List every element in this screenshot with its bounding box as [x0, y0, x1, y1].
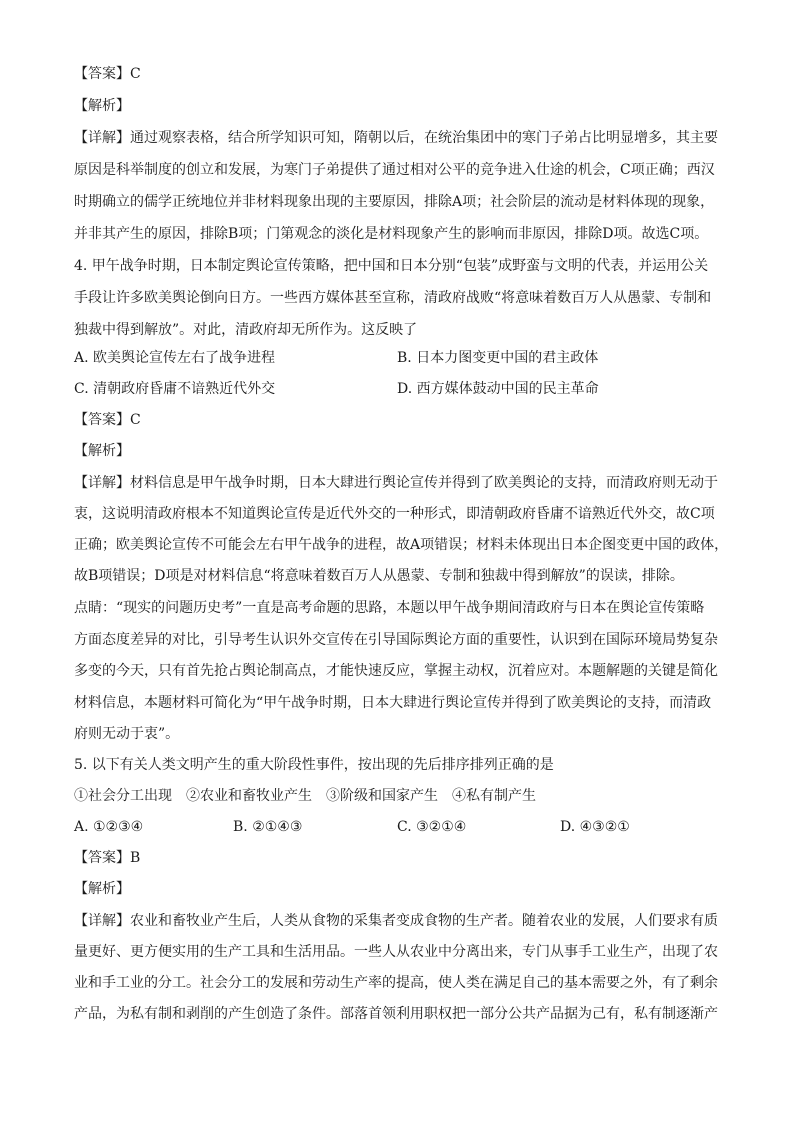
q5-option-a: A. ①②③④ [74, 819, 144, 835]
q5-detail-line: 产品，为私有制和剥削的产生创造了条件。部落首领利用职权把一部分公共产品据为己有，私有制逐渐产 [74, 1006, 718, 1022]
q4-detail-line: 【详解】材料信息是甲午战争时期，日本大肆进行舆论宣传并得到了欧美舆论的支持，而清政府则无动于 [74, 475, 718, 491]
q5-option-b: B. ②①④③ [233, 819, 303, 835]
q4-comment-line: 材料信息，本题材料可简化为“甲午战争时期，日本大肆进行舆论宣传并得到了欧美舆论的支持，而清政 [74, 695, 712, 711]
q4-option-d: D. 西方媒体鼓动中国的民主革命 [397, 381, 599, 397]
q3-answer: 【答案】C [74, 66, 141, 82]
q4-detail-line: 正确；欧美舆论宣传不可能会左右甲午战争的进程，故A项错误；材料未体现出日本企图变更中国的政体， [74, 537, 729, 553]
q4-comment-line: 方面态度差异的对比，引导考生认识外交宣传在引导国际舆论方面的重要性，认识到在国际环境局势复杂 [74, 632, 718, 648]
q5-answer: 【答案】B [74, 850, 141, 866]
q5-detail-line: 【详解】农业和畜牧业产生后，人类从食物的采集者变成食物的生产者。随着农业的发展，人们要求有质 [74, 913, 718, 929]
q5-detail-line: 量更好、更方便实用的生产工具和生活用品。一些人从农业中分离出来，专门从事手工业生产，出现了农 [74, 944, 718, 960]
q5-stem: 5. 以下有关人类文明产生的重大阶段性事件，按出现的先后排序排列正确的是 [74, 757, 554, 773]
q3-analysis-label: 【解析】 [74, 98, 130, 114]
q4-stem-line: 4. 甲午战争时期，日本制定舆论宣传策略，把中国和日本分别“包装”成野蛮与文明的代表，并运用公关 [74, 258, 709, 274]
q5-option-c: C. ③②①④ [397, 819, 467, 835]
q4-answer: 【答案】C [74, 412, 141, 428]
q3-detail-line: 原因是科举制度的创立和发展，为寒门子弟提供了通过相对公平的竞争进入仕途的机会，C项正确；西汉 [74, 162, 715, 178]
q5-detail-line: 业和手工业的分工。社会分工的发展和劳动生产率的提高，使人类在满足自己的基本需要之外，有了剩余 [74, 975, 718, 991]
q4-stem-line: 独裁中得到解放”。对此，清政府却无所作为。这反映了 [74, 322, 418, 338]
q4-analysis-label: 【解析】 [74, 443, 130, 459]
q5-analysis-label: 【解析】 [74, 881, 130, 897]
q4-detail-line: 衷，这说明清政府根本不知道舆论宣传是近代外交的一种形式，即清朝政府昏庸不谙熟近代外交，故C项 [74, 506, 715, 522]
q4-stem-line: 手段让许多欧美舆论倒向日方。一些西方媒体甚至宣称，清政府战败“将意味着数百万人从愚蒙、专制和 [74, 290, 712, 306]
q5-option-d: D. ④③②① [560, 819, 630, 835]
q4-option-a: A. 欧美舆论宣传左右了战争进程 [74, 350, 276, 366]
q5-items: ①社会分工出现 ②农业和畜牧业产生 ③阶级和国家产生 ④私有制产生 [74, 788, 536, 804]
q4-comment-line: 府则无动于衷”。 [74, 726, 180, 742]
q4-comment-line: 多变的今天，只有首先抢占舆论制高点，才能快速反应，掌握主动权，沉着应对。本题解题的关键是简化 [74, 663, 718, 679]
q4-option-b: B. 日本力图变更中国的君主政体 [397, 350, 599, 366]
q4-option-c: C. 清朝政府昏庸不谙熟近代外交 [74, 381, 276, 397]
q3-detail-line: 并非其产生的原因，排除B项；门第观念的淡化是材料现象产生的影响而非原因，排除D项。故选C项。 [74, 226, 709, 242]
q3-detail-line: 【详解】通过观察表格，结合所学知识可知，隋朝以后，在统治集团中的寒门子弟占比明显增多，其主要 [74, 130, 718, 146]
q4-detail-line: 故B项错误；D项是对材料信息“将意味着数百万人从愚蒙、专制和独裁中得到解放”的误读，排除。 [74, 568, 684, 584]
q3-detail-line: 时期确立的儒学正统地位并非材料现象出现的主要原因，排除A项；社会阶层的流动是材料体现的现象， [74, 194, 715, 210]
q4-comment-line: 点睛：“现实的问题历史考”一直是高考命题的思路，本题以甲午战争期间清政府与日本在舆论宣传策略 [74, 600, 705, 616]
